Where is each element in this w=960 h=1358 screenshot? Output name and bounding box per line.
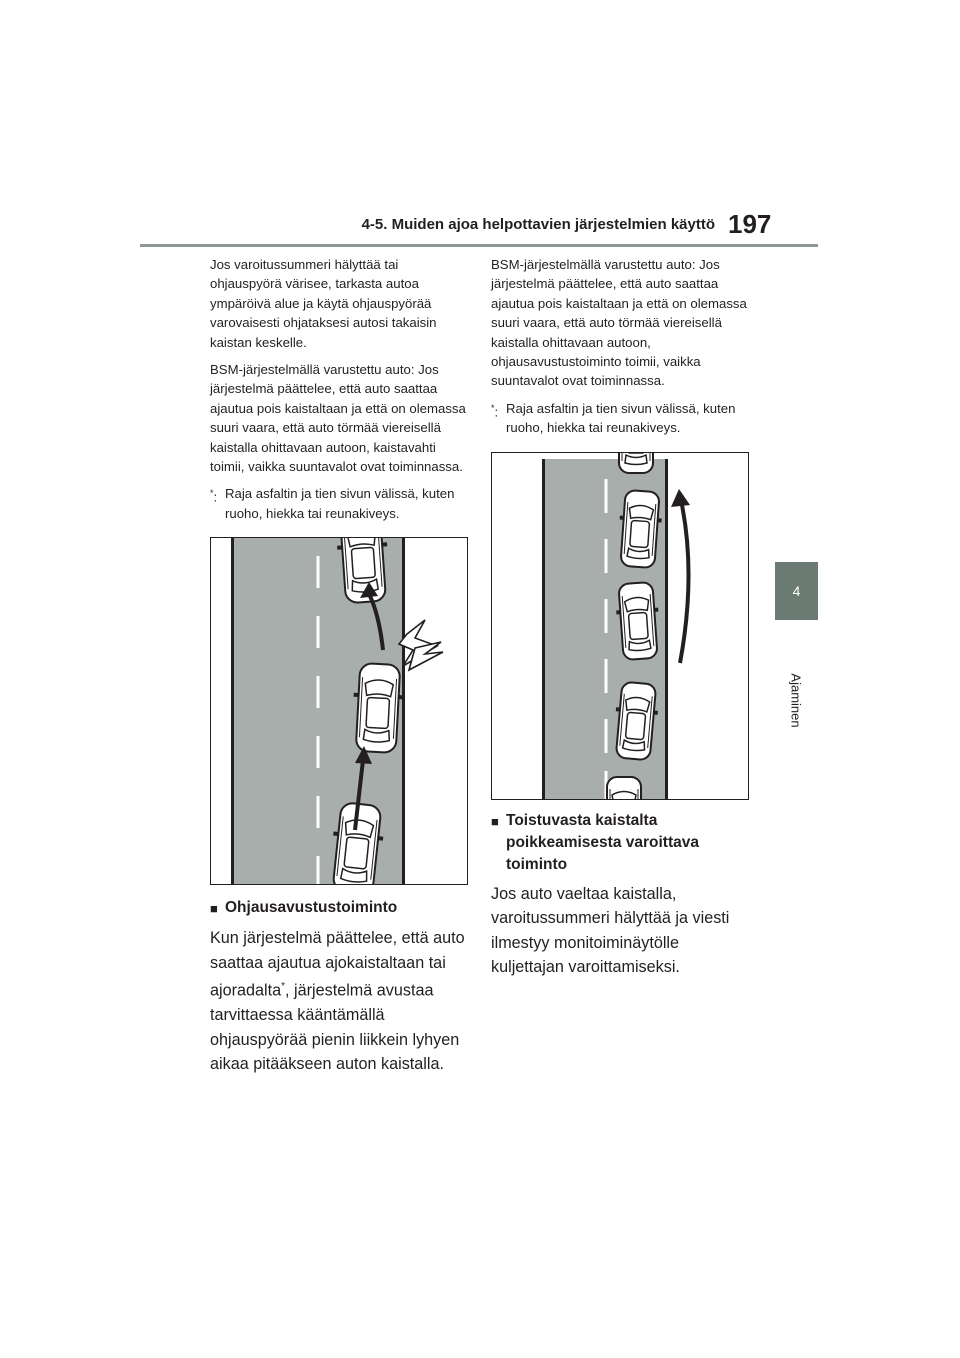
footnote-text: Raja asfaltin ja tien sivun välissä, kuten ruoho, hiekka tai reunakiveys.	[506, 400, 736, 436]
page-number: 197	[728, 209, 772, 239]
header-divider	[140, 244, 818, 247]
paragraph-warning-action: Jos varoitussummeri hälyttää tai ohjauspyörä värisee, tarkasta autoa ympäröivä alue ja käytä ohjauspyörää varovaisesti ohjataksesi autosi takaisin kaistan keskelle.	[210, 257, 437, 350]
footnote-marker: *:	[210, 488, 218, 505]
chapter-label-text: Ajaminen	[788, 672, 804, 728]
chapter-tab[interactable]	[775, 562, 818, 620]
paragraph-bsm: BSM-järjestelmällä varustettu auto: Jos järjestelmä päättelee, että auto saattaa ajautua pois kaistaltaan ja että on olemassa suuri vaara, että auto törmää viereisellä kaistalla ohittavaan autoon, kaistavahti toimii, vaikka suuntavalot ovat toiminnassa.	[210, 362, 466, 475]
section-bullet: ■	[491, 813, 499, 829]
chapter-tab-number: 4	[792, 583, 801, 599]
footnote	[210, 484, 468, 523]
footnote-marker: *:	[491, 402, 499, 420]
paragraph-lane-sway: Jos auto vaeltaa kaistalla, varoitussummeri hälyttää ja viesti ilmestyy monitoiminäytölle kuljettajan varoittamiseksi.	[491, 884, 730, 977]
chapter-header: 4-5. Muiden ajoa helpottavien järjestelmien käyttö	[361, 216, 715, 233]
section-bullet: ■	[210, 901, 218, 917]
footnote	[491, 399, 749, 438]
section-heading-steering-assist	[210, 897, 468, 920]
section-title: Toistuvasta kaistalta poikkeamisesta varoittava toiminto	[506, 811, 699, 873]
right-column	[491, 255, 749, 980]
steering-assist-illustration	[210, 537, 468, 885]
left-column	[210, 255, 468, 1077]
chapter-tab-label	[774, 660, 818, 740]
paragraph-steering-assist: Kun järjestelmä päättelee, että auto saattaa ajautua ajokaistaltaan tai ajoradalta*, järjestelmä avustaa tarvittaessa kääntämällä ohjauspyörää pienin liikkein lyhyen aikaa pitääkseen auton kaistalla.	[210, 929, 465, 1074]
footnote-text: Raja asfaltin ja tien sivun välissä, kuten ruoho, hiekka tai reunakiveys.	[225, 486, 455, 521]
steering-assist-drawing	[211, 538, 467, 884]
section-heading-lane-sway	[491, 810, 749, 876]
lane-sway-drawing	[492, 453, 748, 799]
section-title: Ohjausavustustoiminto	[225, 899, 398, 917]
lane-sway-illustration	[491, 452, 749, 800]
paragraph-bsm-steering: BSM-järjestelmällä varustettu auto: Jos järjestelmä päättelee, että auto saattaa ajautua pois kaistaltaan ja että on olemassa suuri vaara, että auto törmää viereisellä kaistalla ohittavaan autoon, ohjausavustustoiminto toimii, vaikka suuntavalot ovat toiminnassa.	[491, 257, 747, 389]
